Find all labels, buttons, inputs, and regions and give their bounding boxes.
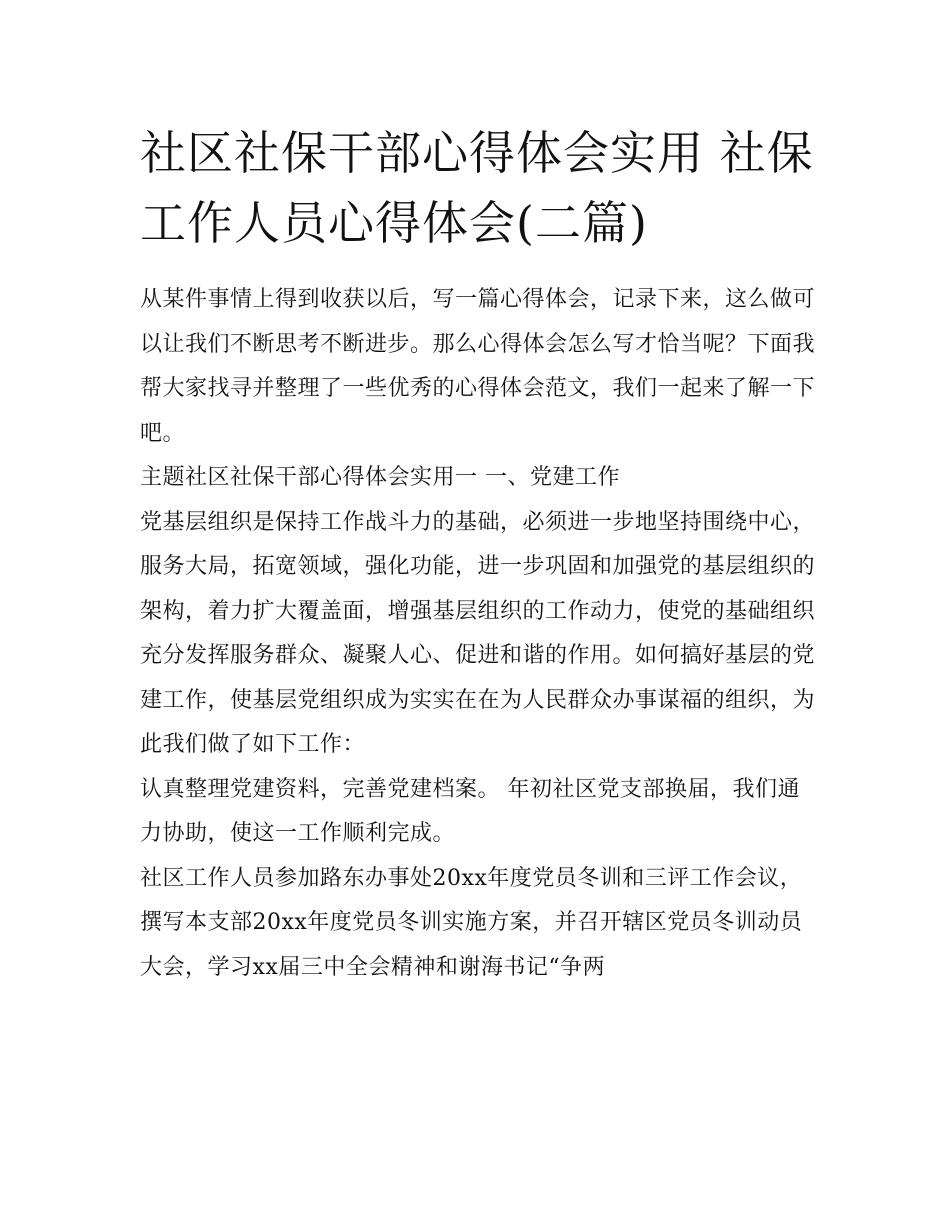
winter-training-paragraph: 社区工作人员参加路东办事处20xx年度党员冬训和三评工作会议，撰写本支部20xx年度党员冬训实施方案，并召开辖区党员冬训动员大会，学习xx届三中全会精神和谢海书记“争两 (140, 865, 803, 980)
intro-paragraph: 从某件事情上得到收获以后，写一篇心得体会，记录下来，这么做可以让我们不断思考不断进步。那么心得体会怎么写才恰当呢？下面我帮大家找寻并整理了一些优秀的心得体会范文，我们一起来了解一下吧。 (140, 287, 816, 446)
section-heading: 主题社区社保干部心得体会实用一 一、党建工作 (140, 465, 620, 490)
document-body (140, 278, 820, 990)
document-title: 社区社保干部心得体会实用 社保工作人员心得体会(二篇) (140, 126, 814, 250)
party-building-paragraph: 党基层组织是保持工作战斗力的基础，必须进一步地坚持围绕中心，服务大局，拓宽领域，强化功能，进一步巩固和加强党的基层组织的架构，着力扩大覆盖面，增强基层组织的工作动力，使党的基础组织充分发挥服务群众、凝聚人心、促进和谐的作用。如何搞好基层的党建工作，使基层党组织成为实实在在为人民群众办事谋福的组织，为此我们做了如下工作： (140, 509, 816, 757)
archive-paragraph: 认真整理党建资料，完善党建档案。 年初社区党支部换届，我们通力协助，使这一工作顺利完成。 (140, 776, 800, 846)
